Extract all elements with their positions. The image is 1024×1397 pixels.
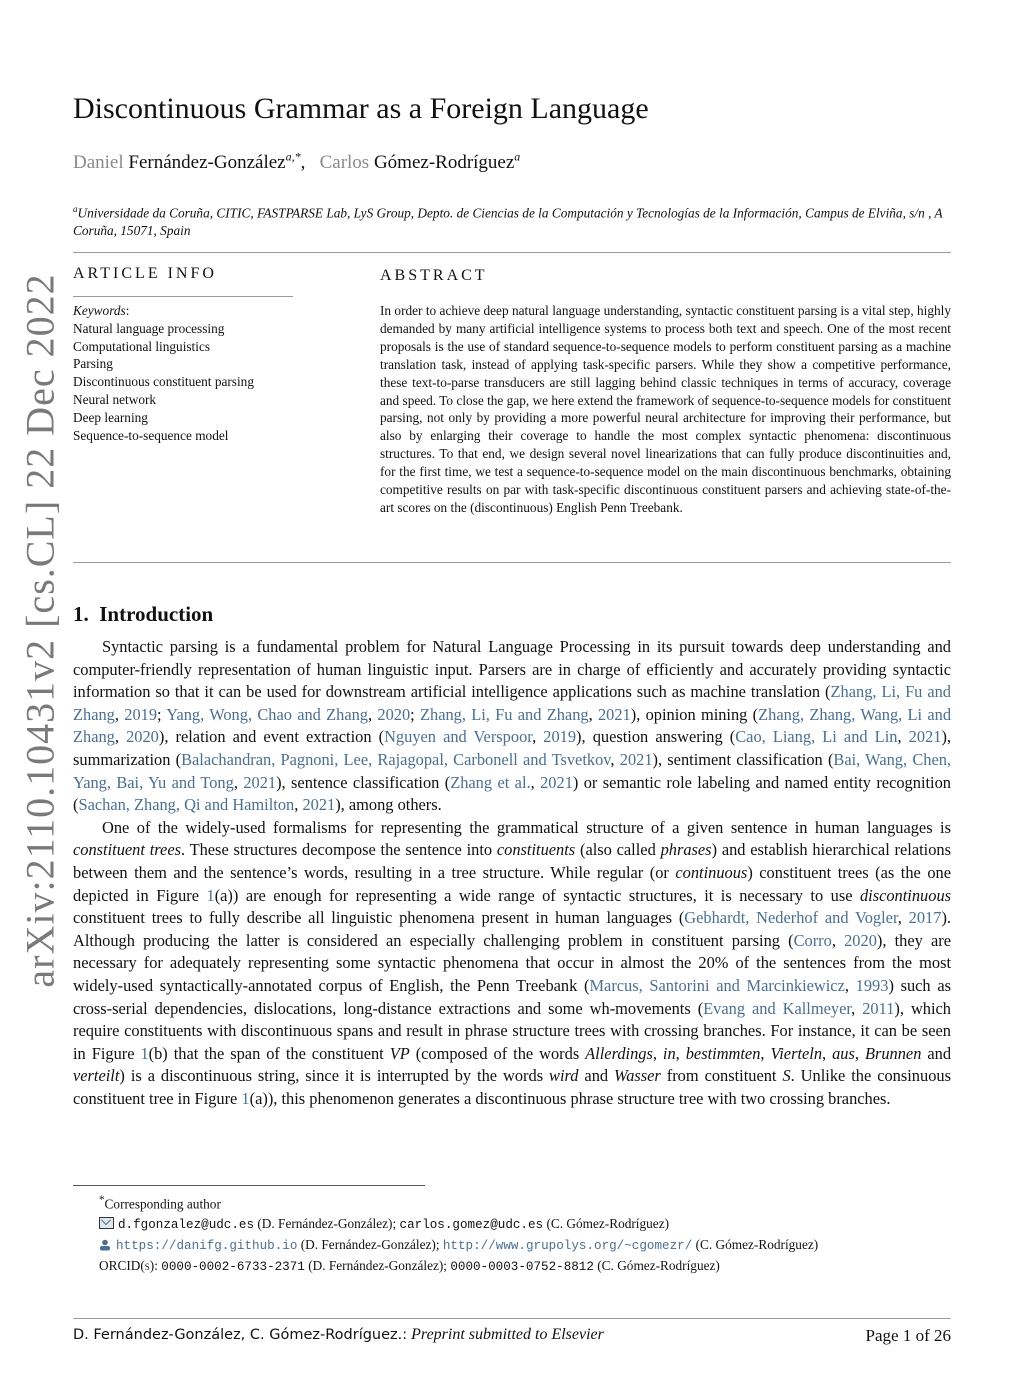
citation-link[interactable]: Evang and Kallmeyer	[703, 998, 852, 1018]
citation-link[interactable]: Zhang, Zhang, Wang, Li and Zhang	[73, 704, 952, 747]
text-run: and	[921, 1043, 952, 1063]
text-run: ;	[410, 704, 420, 724]
emphasis: continuous	[675, 862, 748, 882]
text-run: ,	[588, 704, 598, 724]
citation-link[interactable]: Yang, Wong, Chao and Zhang	[166, 704, 369, 724]
citation-link[interactable]: Cao, Liang, Li and Lin	[735, 727, 898, 747]
emphasis: bestimmten	[685, 1043, 761, 1063]
text-run: One of the widely-used formalisms for representing the grammatical structure of a given sentence in human languages is	[102, 817, 951, 837]
keyword-item: Neural network	[73, 391, 157, 407]
text-run: from constituent	[660, 1066, 783, 1086]
text-run: ,	[233, 772, 244, 792]
orcid-1[interactable]: 0000-0002-6733-2371	[161, 1260, 305, 1275]
text-run: ,	[610, 749, 620, 769]
citation-link[interactable]: Zhang et al.	[450, 772, 531, 792]
citation-link[interactable]: Corro	[793, 930, 832, 950]
text-run: ,	[114, 727, 127, 747]
article-info-heading: ARTICLE INFO	[73, 265, 217, 282]
citation-link[interactable]: 2021	[908, 727, 942, 747]
keyword-item: Parsing	[73, 356, 113, 372]
url-link-1[interactable]: https://danifg.github.io	[116, 1239, 298, 1254]
introduction-body	[73, 636, 951, 1110]
text-run: ), which require constituents with discontinuous spans and result in phrase structure trees with crossing branches. For instance, it can be seen in Figure	[73, 998, 952, 1063]
divider-top	[73, 252, 951, 253]
email-icon	[99, 1217, 114, 1229]
paragraph-1	[73, 636, 951, 817]
arxiv-id: arXiv:2110.10431v2 [cs.CL] 22 Dec 2022	[17, 272, 63, 988]
text-run: and	[578, 1066, 615, 1086]
emphasis: Vierteln	[770, 1043, 823, 1063]
emphasis: wird	[549, 1066, 579, 1086]
citation-link[interactable]: Zhang, Li, Fu and Zhang	[73, 682, 952, 724]
citation-link[interactable]: 2019	[124, 704, 158, 724]
citation-link[interactable]: 1	[241, 1088, 250, 1108]
text-run: ). Although producing the latter is considered an especially challenging problem in constituent parsing (	[73, 908, 951, 950]
abstract-heading: ABSTRACT	[380, 267, 488, 284]
keyword-item: Sequence-to-sequence model	[73, 427, 229, 443]
text-run: ) is a discontinuous string, since it is interrupted by the words	[119, 1066, 550, 1086]
text-run: ), question answering (	[576, 727, 736, 747]
citation-link[interactable]: Bai, Wang, Chen, Yang, Bai, Yu and Tong	[73, 749, 952, 792]
emphasis: discontinuous	[859, 885, 952, 905]
keywords: Keywords: Natural language processing Computational linguistics Parsing Discontinuous constituent parsing Neural network Deep learning Sequence-to-sequence model	[73, 302, 293, 444]
footer-note: Preprint submitted to Elsevier	[411, 1326, 604, 1343]
text-run: ), relation and event extraction (	[158, 727, 385, 747]
affiliation: $^a$Universidade da Coruña, CITIC, FASTPARSE Lab, LyS Group, Depto. de Ciencias de la Computación y Tecnologías de la Información, Campus de Elviña, s/n , A Coruña, 15071, Spain	[73, 204, 943, 239]
citation-link[interactable]: 2021	[619, 749, 653, 769]
text-run: ,	[854, 1043, 865, 1063]
text-run: constituent trees to fully describe all linguistic phenomena present in human languages (	[73, 908, 685, 928]
text-run: ,	[114, 704, 125, 724]
text-run: ,	[532, 727, 544, 747]
text-run: (also called	[575, 840, 661, 860]
text-run: ,	[897, 727, 909, 747]
footnote-divider	[73, 1185, 425, 1186]
text-run: ,	[294, 795, 303, 815]
text-run: (b) that the span of the constituent	[148, 1043, 390, 1063]
author-list	[73, 150, 520, 174]
citation-link[interactable]: 2021	[540, 772, 573, 792]
footer-divider	[73, 1318, 951, 1319]
citation-link[interactable]: 2021	[302, 795, 336, 815]
emphasis: Allerdings	[585, 1043, 653, 1063]
divider-abstract	[73, 562, 951, 563]
text-run: ) constituent trees (as the one depicted in Figure	[73, 862, 951, 905]
text-run: ,	[897, 908, 909, 928]
citation-link[interactable]: 2021	[243, 772, 277, 792]
corresponding-note: *Corresponding author	[99, 1194, 221, 1212]
orcid-label: ORCID(s):	[99, 1258, 158, 1274]
text-run: ,	[652, 1043, 663, 1063]
emphasis: VP	[389, 1043, 410, 1063]
text-run: . Unlike the consinuous constituent tree in Figure	[73, 1066, 951, 1108]
footer-authors: D. Fernández-González, C. Gómez-Rodríguez.:	[73, 1327, 408, 1343]
text-run: (composed of the words	[409, 1043, 586, 1063]
citation-link[interactable]: Nguyen and Verspoor	[384, 727, 533, 747]
email-link-1[interactable]: d.fgonzalez@udc.es	[118, 1218, 255, 1233]
keyword-item: Natural language processing	[73, 320, 225, 336]
emphasis: S	[782, 1066, 791, 1086]
footnotes	[99, 1190, 939, 1277]
divider-info	[73, 296, 293, 297]
text-run: ,	[760, 1043, 771, 1063]
text-run: ,	[822, 1043, 833, 1063]
emphasis: Wasser	[614, 1066, 661, 1086]
author-1: Daniel Fernández-González$^{a,*}$,	[73, 150, 311, 174]
text-run: ;	[157, 704, 167, 724]
keyword-item: Computational linguistics	[73, 338, 211, 354]
citation-link[interactable]: Marcus, Santorini and Marcinkiewicz	[589, 975, 845, 995]
emphasis: in	[662, 1043, 676, 1063]
email-link-2[interactable]: carlos.gomez@udc.es	[399, 1218, 544, 1233]
text-run: (a)), this phenomenon generates a discontinuous phrase structure tree with two crossing branches.	[249, 1088, 891, 1108]
text-run: ) and establish hierarchical relations between them and the sentence’s words, resulting in a tree structure. While regular (or	[73, 840, 951, 882]
citation-link[interactable]: 2011	[862, 998, 895, 1018]
citation-link[interactable]: 2017	[908, 908, 942, 928]
paragraph-2	[73, 817, 951, 1111]
text-run: . These structures decompose the sentence into	[180, 840, 497, 860]
citation-link[interactable]: Balachandran, Pagnoni, Lee, Rajagopal, Carbonell and Tsvetkov	[181, 749, 611, 769]
text-run: ), sentiment classification (	[652, 749, 834, 769]
text-run: ,	[844, 975, 856, 995]
orcid-2[interactable]: 0000-0003-0752-8812	[450, 1260, 594, 1275]
text-run: ,	[530, 772, 541, 792]
citation-link[interactable]: 2020	[377, 704, 411, 724]
text-run: ), opinion mining (	[630, 704, 759, 724]
text-run: (a)) are enough for representing a wide range of syntactic structures, it is necessary to use	[214, 885, 860, 905]
citation-link[interactable]: 2021	[597, 704, 631, 724]
text-run: ,	[368, 704, 378, 724]
emphasis: constituent trees	[73, 840, 181, 860]
text-run: ), summarization (	[73, 727, 951, 769]
text-run: ) such as cross-serial dependencies, dislocations, long-distance extractions and some wh-movements (	[73, 975, 951, 1018]
text-run: ), among others.	[335, 795, 442, 815]
citation-link[interactable]: Sachan, Zhang, Qi and Hamilton	[78, 795, 295, 815]
text-run: ), they are necessary for adequately representing some syntactic phenomena that occur in almost the 20% of the sentences from the most widely-used syntactically-annotated corpus of English, the Penn Treebank (	[73, 930, 951, 995]
text-run: ), sentence classification (	[276, 772, 451, 792]
citation-link[interactable]: 2020	[126, 727, 159, 747]
page-footer	[73, 1326, 951, 1344]
citation-link[interactable]: Gebhardt, Nederhof and Vogler	[684, 908, 898, 928]
emphasis: phrases	[660, 840, 712, 860]
arxiv-stamp	[10, 272, 70, 988]
abstract-text: In order to achieve deep natural language understanding, syntactic constituent parsing is a vital step, highly demanded by many artificial intelligence systems to process both text and speech. One of the most recent proposals is the use of standard sequence-to-sequence models to perform constituent parsing as a machine translation task, instead of applying task-specific parsers. While they show a competitive performance, these text-to-parse transducers are still lagging behind classic techniques in terms of accuracy, coverage and speed. To close the gap, we here extend the framework of sequence-to-sequence models for constituent parsing, not only by providing a more powerful neural architecture for improving their performance, but also by enlarging their coverage to handle the most complex syntactic phenomena: discontinuous structures. To that end, we design several novel linearizations that can fully produce discontinuities and, for the first time, we test a sequence-to-sequence model on the main discontinuous benchmarks, obtaining competitive results on par with task-specific discontinuous constituent parsers and achieving state-of-the-art scores on the (discontinuous) English Penn Treebank.	[380, 303, 951, 515]
emphasis: Brunnen	[864, 1043, 922, 1063]
text-run: ,	[851, 998, 863, 1018]
keywords-label: Keywords	[73, 303, 126, 318]
text-run: Syntactic parsing is a fundamental problem for Natural Language Processing in its pursuit towards deep understanding and computer-friendly representation of human linguistic input. Parsers are in charge of efficiently and accurately providing syntactic information so that it can be used for downstream artificial intelligence applications such as machine translation (	[73, 637, 951, 702]
citation-link[interactable]: Zhang, Li, Fu and Zhang	[420, 704, 589, 724]
text-run: ) or semantic role labeling and named entity recognition (	[73, 772, 951, 815]
citation-link[interactable]: 1993	[855, 975, 889, 995]
keyword-item: Deep learning	[73, 409, 148, 425]
citation-link[interactable]: 2020	[844, 930, 877, 950]
keyword-item: Discontinuous constituent parsing	[73, 374, 254, 390]
paper-title: Discontinuous Grammar as a Foreign Language	[73, 92, 649, 125]
emphasis: verteilt	[73, 1066, 120, 1086]
citation-link[interactable]: 1	[140, 1043, 149, 1063]
citation-link[interactable]: 1	[206, 885, 215, 905]
text-run: ,	[831, 930, 845, 950]
url-line: https://danifg.github.io (D. Fernández-González); http://www.grupolys.org/~cgomezr/ (C. Gómez-Rodríguez)	[99, 1235, 939, 1256]
email-line: d.fgonzalez@udc.es (D. Fernández-González); carlos.gomez@udc.es (C. Gómez-Rodríguez)	[99, 1214, 939, 1235]
orcid-line: ORCID(s): 0000-0002-6733-2371 (D. Fernández-González); 0000-0003-0752-8812 (C. Gómez-Rodríguez)	[99, 1258, 720, 1275]
text-run: ,	[675, 1043, 686, 1063]
emphasis: aus	[832, 1043, 855, 1063]
emphasis: constituents	[496, 840, 576, 860]
page-number: Page 1 of 26	[865, 1326, 951, 1345]
url-link-2[interactable]: http://www.grupolys.org/~cgomezr/	[442, 1239, 693, 1254]
citation-link[interactable]: 2019	[543, 727, 577, 747]
homepage-icon	[99, 1239, 111, 1251]
section-heading: 1. Introduction	[73, 602, 214, 626]
keyword-list	[73, 320, 293, 445]
author-2: Carlos Gómez-Rodríguez$^a$	[319, 150, 521, 174]
